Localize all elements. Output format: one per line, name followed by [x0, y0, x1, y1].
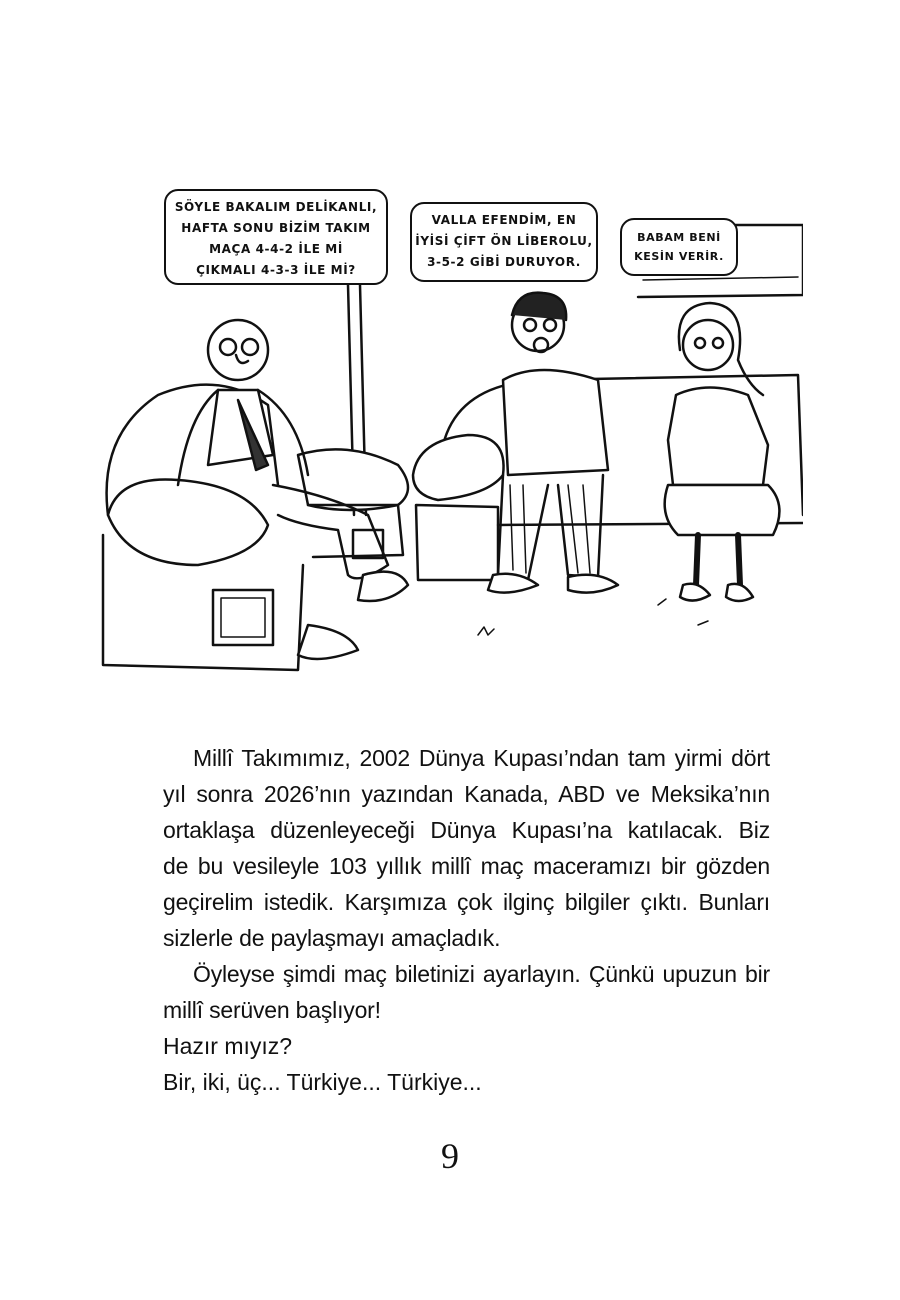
text-line: millî serüven başlıyor! — [163, 997, 381, 1023]
text-line: Millî Takımımız, 2002 Dünya Kupası’ndan tam yirmi dört — [193, 745, 770, 771]
bubble-line: MAÇA 4-4-2 İLE Mİ — [209, 242, 343, 256]
bubble-line: HAFTA SONU BİZİM TAKIM — [181, 221, 371, 235]
girl-speech-bubble — [620, 218, 738, 276]
father-head — [208, 320, 268, 380]
page-number: 9 — [441, 1136, 459, 1176]
paragraph: Bir, iki, üç... Türkiye... Türkiye... — [163, 1069, 482, 1095]
paragraph — [133, 740, 770, 956]
bubble-line: ÇIKMALI 4-3-3 İLE Mİ? — [196, 263, 356, 277]
text-line: Öyleyse şimdi maç biletinizi ayarlayın. Çünkü upuzun bir — [193, 961, 770, 987]
bubble-line: İYİSİ ÇİFT ÖN LİBEROLU, — [415, 234, 593, 248]
text-line: yıl sonra 2026’nın yazından Kanada, ABD ve Meksika’nın — [163, 781, 770, 807]
girl-head — [683, 320, 733, 370]
young-man-speech-bubble — [410, 202, 598, 282]
paragraph — [133, 956, 770, 1028]
text-line: ortaklaşa düzenleyeceği Dünya Kupası’na katılacak. Biz — [163, 817, 770, 843]
bubble-line: VALLA EFENDİM, EN — [431, 213, 577, 227]
text-line: de bu vesileyle 103 yıllık millî maç maceramızı bir gözden — [163, 853, 770, 879]
father-speech-bubble — [164, 189, 388, 285]
text-line: geçirelim istedik. Karşımıza çok ilginç bilgiler çıktı. Bunları — [163, 889, 770, 915]
bubble-line: BABAM BENİ — [637, 231, 721, 244]
body-text — [133, 740, 770, 1100]
text-line: sizlerle de paylaşmayı amaçladık. — [163, 925, 501, 951]
bubble-line: KESİN VERİR. — [634, 250, 724, 263]
bubble-line: 3-5-2 GİBİ DURUYOR. — [427, 255, 581, 269]
bubble-line: SÖYLE BAKALIM DELİKANLI, — [174, 200, 378, 214]
paragraph: Hazır mıyız? — [163, 1033, 293, 1059]
